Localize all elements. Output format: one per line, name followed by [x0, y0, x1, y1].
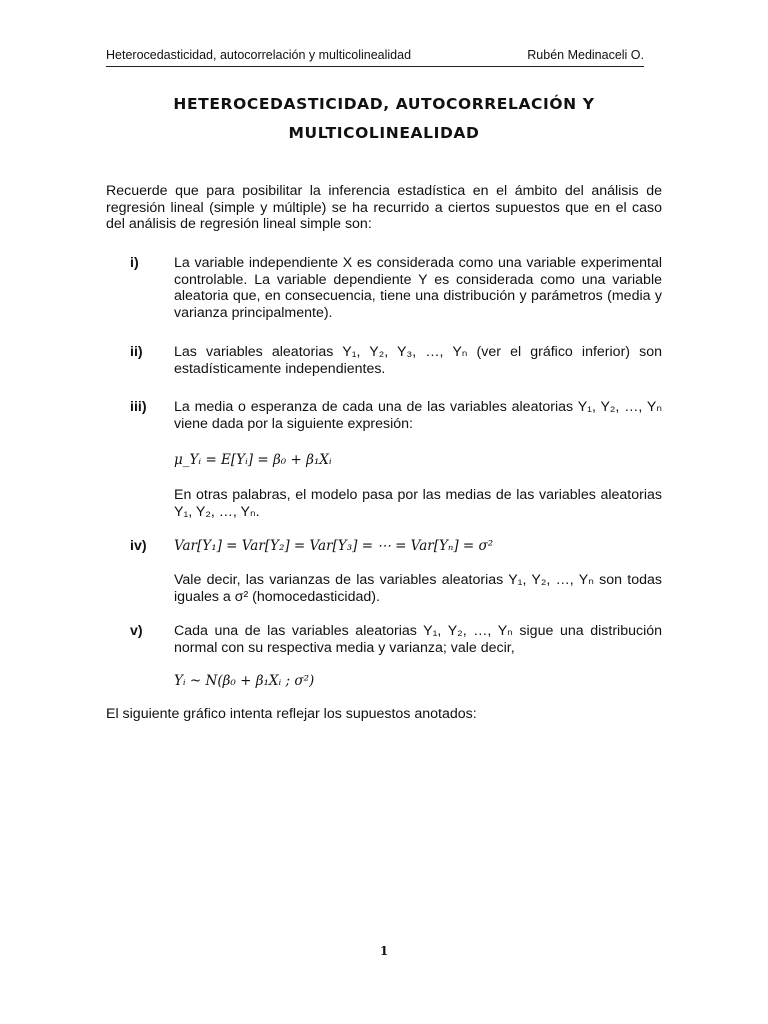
item-text-v: Cada una de las variables aleatorias Y₁, Y₂, …, Yₙ sigue una distribución normal con su respectiva media y varianza; vale decir,: [174, 623, 662, 656]
item-label-ii: ii): [130, 344, 143, 360]
item-label-iv: iv): [130, 538, 147, 554]
header-author: Rubén Medinaceli O.: [527, 48, 644, 62]
document-title-line-1: HETEROCEDASTICIDAD, AUTOCORRELACIÓN Y: [173, 95, 595, 113]
formula-mean: μ_Yᵢ = E[Yᵢ] = β₀ + β₁Xᵢ: [174, 452, 332, 468]
item-after-iii: En otras palabras, el modelo pasa por las medias de las variables aleatorias Y₁, Y₂, …, Yₙ.: [174, 487, 662, 520]
item-text-i: La variable independiente X es considerada como una variable experimental controlable. La variable dependiente Y es considerada como una variable aleatoria que, en consecuencia, tiene una distribución y parámetros (media y varianza principalmente).: [174, 255, 662, 321]
document-title-line-2: MULTICOLINEALIDAD: [288, 124, 480, 142]
item-label-i: i): [130, 255, 139, 271]
closing-sentence: El siguiente gráfico intenta reflejar los supuestos anotados:: [106, 706, 477, 722]
page-number: 1: [379, 944, 389, 958]
item-text-ii: Las variables aleatorias Y₁, Y₂, Y₃, …, Yₙ (ver el gráfico inferior) son estadísticamente independientes.: [174, 344, 662, 377]
formula-normal: Yᵢ ~ N(β₀ + β₁Xᵢ ; σ²): [174, 673, 315, 689]
formula-variance: Var[Y₁] = Var[Y₂] = Var[Y₃] = ⋯ = Var[Yₙ] = σ²: [174, 538, 494, 554]
header-doc-title: Heterocedasticidad, autocorrelación y multicolinealidad: [106, 48, 412, 62]
item-text-iii: La media o esperanza de cada una de las variables aleatorias Y₁, Y₂, …, Yₙ viene dada por la siguiente expresión:: [174, 399, 662, 432]
item-label-iii: iii): [130, 399, 147, 415]
running-header: [106, 48, 644, 67]
item-after-iv: Vale decir, las varianzas de las variables aleatorias Y₁, Y₂, …, Yₙ son todas iguales a σ² (homocedasticidad).: [174, 572, 662, 605]
intro-paragraph: Recuerde que para posibilitar la inferencia estadística en el ámbito del análisis de regresión lineal (simple y múltiple) se ha recurrido a ciertos supuestos que en el caso del análisis de regresión lineal simple son:: [106, 183, 662, 232]
item-label-v: v): [130, 623, 143, 639]
